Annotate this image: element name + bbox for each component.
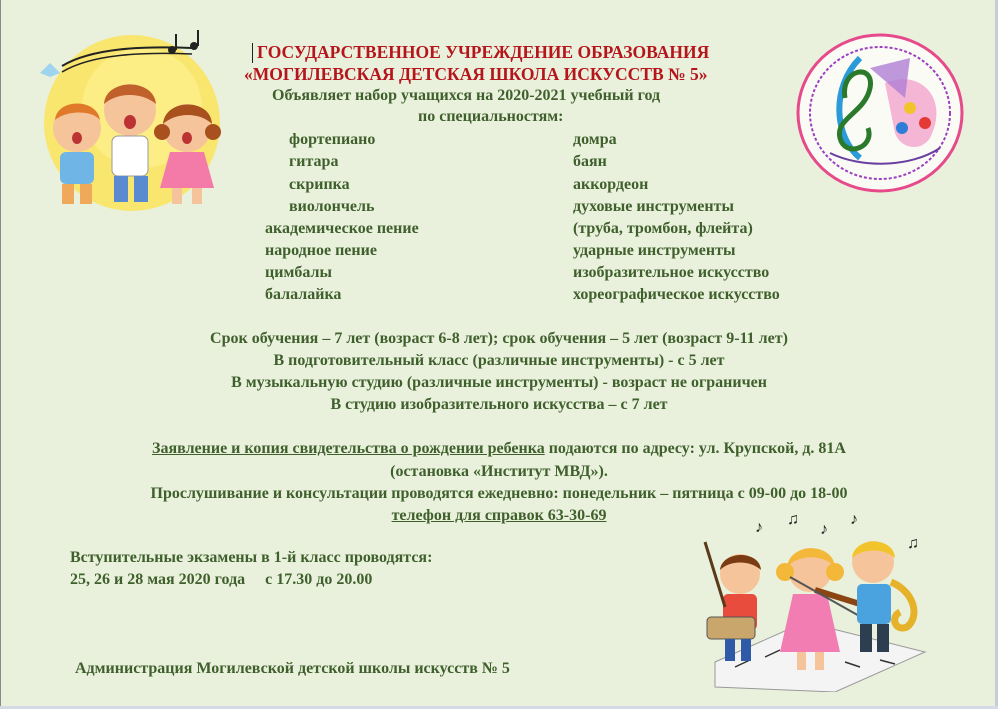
svg-text:♪: ♪ <box>755 519 763 536</box>
header-line-4: по специальностям: <box>418 108 564 125</box>
specialty-right-4: духовые инструменты <box>573 198 734 215</box>
phone-line: телефон для справок 63-30-69 <box>391 507 607 524</box>
svg-text:♪: ♪ <box>850 512 858 528</box>
terms-line-3: В музыкальную студию (различные инструменты) - возраст не ограничен <box>231 374 767 391</box>
terms-line-4: В студию изобразительного искусства – с 7 лет <box>330 396 668 413</box>
specialty-left-2: гитара <box>289 153 339 170</box>
specialty-left-4: виолончель <box>289 198 375 215</box>
terms-line-1: Срок обучения – 7 лет (возраст 6-8 лет); срок обучения – 5 лет (возраст 9-11 лет) <box>210 330 788 347</box>
specialty-right-3: аккордеон <box>573 176 649 193</box>
exams-line-2: 25, 26 и 28 мая 2020 года с 17.30 до 20.00 <box>70 571 373 588</box>
specialty-left-8: балалайка <box>265 286 342 303</box>
header-cursor <box>252 43 253 63</box>
specialty-left-7: цимбалы <box>265 264 332 281</box>
specialty-right-8: хореографическое искусство <box>573 286 780 303</box>
header-line-3: Объявляет набор учащихся на 2020-2021 учебный год <box>272 87 661 104</box>
application-line-1 <box>0 440 998 458</box>
svg-text:♫: ♫ <box>787 512 799 528</box>
application-documents: Заявление и копия свидетельства о рождении ребенка <box>152 440 545 457</box>
specialty-left-6: народное пение <box>265 242 377 259</box>
specialty-right-5: (труба, тромбон, флейта) <box>573 220 753 237</box>
specialty-right-7: изобразительное искусство <box>573 264 770 281</box>
specialty-right-6: ударные инструменты <box>573 242 736 259</box>
school-emblem <box>790 28 970 198</box>
application-line-3: Прослушивание и консультации проводятся ежедневно: понедельник – пятница с 09-00 до 18-00 <box>150 485 848 502</box>
children-orchestra-illustration <box>695 512 935 692</box>
specialty-left-1: фортепиано <box>289 131 376 148</box>
specialty-right-2: баян <box>573 153 607 170</box>
footer-signature: Администрация Могилевской детской школы искусств № 5 <box>75 660 510 677</box>
exams-line-1: Вступительные экзамены в 1-й класс проводятся: <box>70 549 433 566</box>
header-line-2: «МОГИЛЕВСКАЯ ДЕТСКАЯ ШКОЛА ИСКУССТВ № 5» <box>244 64 708 84</box>
application-address: подаются по адресу: ул. Крупской, д. 81А <box>544 440 846 457</box>
specialty-right-1: домра <box>573 131 617 148</box>
singing-children-illustration <box>22 28 237 213</box>
specialty-left-3: скрипка <box>289 176 350 193</box>
svg-text:♪: ♪ <box>820 521 828 538</box>
terms-line-2: В подготовительный класс (различные инструменты) - с 5 лет <box>273 352 725 369</box>
specialty-left-5: академическое пение <box>265 220 419 237</box>
svg-text:♫: ♫ <box>907 535 919 552</box>
application-line-2: (остановка «Институт МВД»). <box>390 463 608 480</box>
header-line-1: ГОСУДАРСТВЕННОЕ УЧРЕЖДЕНИЕ ОБРАЗОВАНИЯ <box>257 42 710 62</box>
